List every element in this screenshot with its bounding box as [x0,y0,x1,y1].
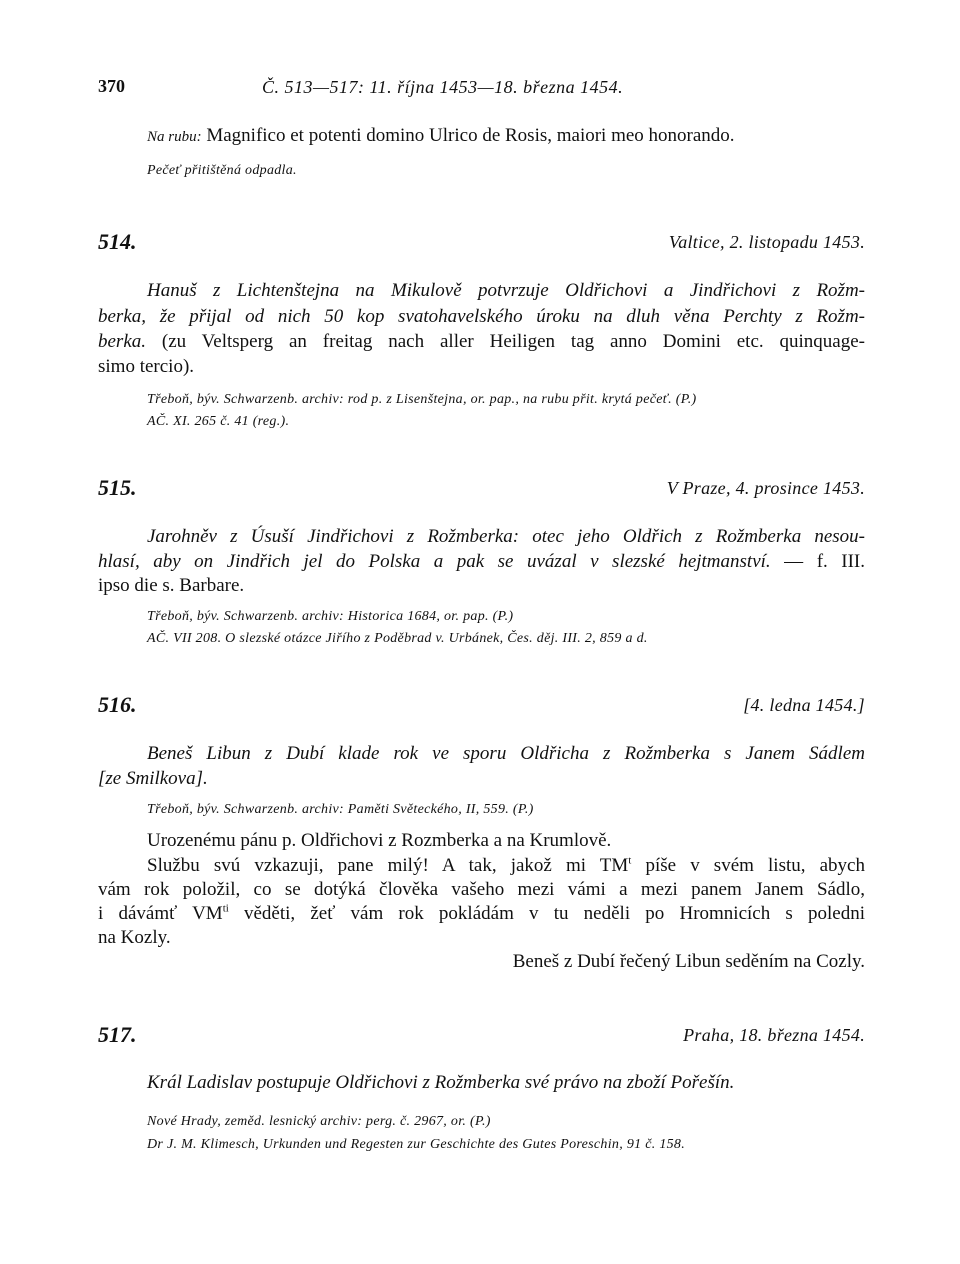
source-515-2: AČ. VII 208. O slezské otázce Jiřího z Poděbrad v. Urbánek, Čes. děj. III. 2, 859 a d. [147,631,648,646]
regest-516-line-1: Beneš Libun z Dubí klade rok ve sporu Oldřicha z Rožmberka s Janem Sádlem [147,743,865,764]
letter-516-line-2b: píše v svém listu, abych [631,855,865,876]
letter-516-line-1: Urozenému pánu p. Oldřichovi z Rozmberka a na Krumlově. [147,830,612,851]
doc-number-514: 514. [98,229,137,254]
regest-514-line-1: Hanuš z Lichtenštejna na Mikulově potvrzuje Oldřichovi a Jindřichovi z Rožm- [147,280,865,301]
regest-515-line-2-italic: hlasí, aby on Jindřich jel do Polska a pak se uvázal v slezské hejtmanství. [98,551,771,572]
regest-517: Král Ladislav postupuje Oldřichovi z Rožmberka své právo na zboží Pořešín. [147,1072,735,1093]
regest-514-line-3 [98,331,865,353]
source-514-1: Třeboň, býv. Schwarzenb. archiv: rod p. z Lisenštejna, or. pap., na rubu přit. krytá pečeť. (P.) [147,392,697,407]
letter-516-line-2a: Službu svú vzkazuji, pane milý! A tak, jakož mi TM [147,855,629,876]
verso-line [147,125,735,147]
source-515-1: Třeboň, býv. Schwarzenb. archiv: Historica 1684, or. pap. (P.) [147,609,514,624]
letter-516-line-4 [98,903,865,925]
regest-514-line-3-text: (zu Veltsperg an freitag nach aller Heiligen tag anno Domini etc. quinquage- [146,331,865,352]
letter-516-line-2 [147,855,865,877]
letter-516-line-3: vám rok položil, co se dotýká člověka vašeho mezi vámi a mezi panem Janem Sádlo, [98,879,865,900]
running-title: Č. 513—517: 11. října 1453—18. března 1454. [262,77,624,97]
place-date-514: Valtice, 2. listopadu 1453. [668,232,865,252]
regest-516-line-2: [ze Smilkova]. [98,768,208,789]
letter-516-line-4b: věděti, žeť vám rok pokládám v tu neděli po Hromnicích s poledni [228,903,865,924]
regest-514-line-2: berka, že přijal od nich 50 kop svatohavelského úroku na dluh věna Perchty z Rožm- [98,306,865,327]
letter-516-sup-2: ti [222,902,229,915]
source-517-1: Nové Hrady, zeměd. lesnický archiv: perg. č. 2967, or. (P.) [147,1114,491,1129]
doc-number-515: 515. [98,475,137,500]
source-517-2: Dr J. M. Klimesch, Urkunden und Regesten zur Geschichte des Gutes Poreschin, 91 č. 158. [147,1137,686,1152]
verso-label: Na rubu: [147,129,202,145]
page-number: 370 [98,76,125,96]
letter-516-line-4a: i dávámť VM [98,903,223,924]
regest-514-line-4: simo tercio). [98,356,195,377]
letter-516-line-5: na Kozly. [98,927,171,948]
place-date-516: [4. ledna 1454.] [743,695,865,715]
source-516: Třeboň, býv. Schwarzenb. archiv: Paměti Světeckého, II, 559. (P.) [147,802,534,817]
regest-514-line-3-italic: berka. [98,331,147,352]
seal-note: Pečeť přitištěná odpadla. [147,163,297,178]
verso-text: Magnifico et potenti domino Ulrico de Rosis, maiori meo honorando. [206,125,735,146]
regest-515-line-2-text: — f. III. [770,551,866,572]
regest-515-line-3: ipso die s. Barbare. [98,575,245,596]
letter-516-signature: Beneš z Dubí řečený Libun seděním na Cozly. [512,951,865,972]
regest-515-line-1: Jarohněv z Úsuší Jindřichovi z Rožmberka: otec jeho Oldřich z Rožmberka nesou- [147,526,865,547]
doc-number-516: 516. [98,692,137,717]
letter-516-sup-1: t [628,854,632,867]
source-514-2: AČ. XI. 265 č. 41 (reg.). [147,414,290,429]
place-date-517: Praha, 18. března 1454. [683,1025,865,1045]
regest-515-line-2 [98,551,865,573]
doc-number-517: 517. [98,1022,137,1047]
place-date-515: V Praze, 4. prosince 1453. [666,478,865,498]
